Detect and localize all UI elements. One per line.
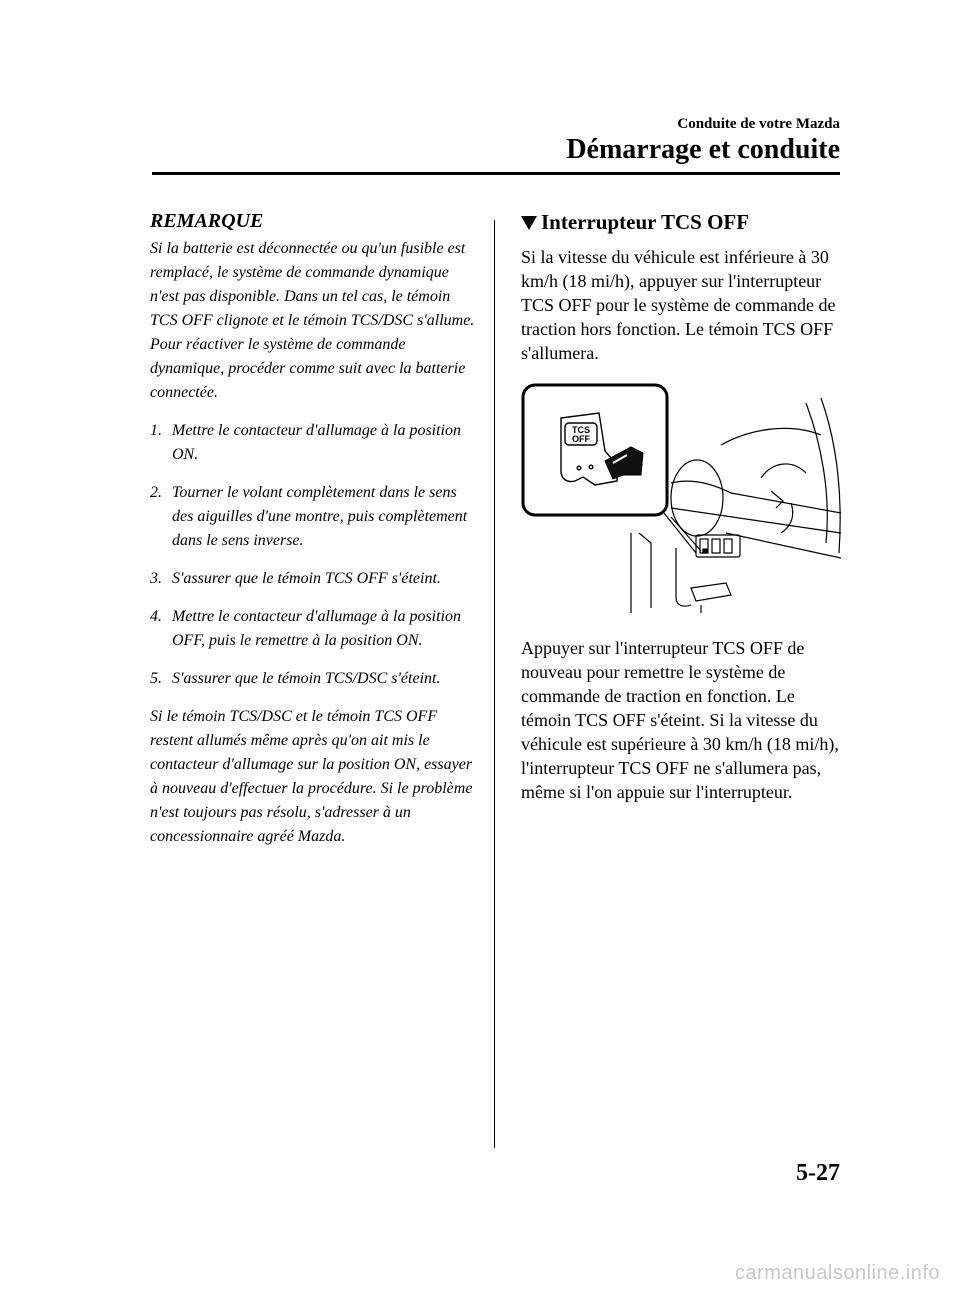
tcs-switch-figure (521, 383, 841, 615)
note-paragraph-2: Pour réactiver le système de commande dynamique, procéder comme suit avec la batterie connectée. (150, 336, 466, 401)
section-intro: Si la vitesse du véhicule est inférieure à 30 km/h (18 mi/h), appuyer sur l'interrupteur TCS OFF pour le système de commande de traction hors fonction. Le témoin TCS OFF s'allumera. (521, 247, 836, 363)
list-item: 4. Mettre le contacteur d'allumage à la position OFF, puis le remettre à la position ON. (150, 608, 461, 649)
list-item: 2. Tourner le volant complètement dans le sens des aiguilles d'une montre, puis complètement dans le sens inverse. (150, 484, 468, 549)
header-subtitle: Conduite de votre Mazda (677, 116, 840, 132)
left-column (150, 210, 480, 849)
figure-label-line1: TCS (572, 425, 590, 435)
note-title: REMARQUE (150, 210, 264, 232)
note-steps (150, 419, 480, 691)
header-rule (152, 172, 840, 175)
page-number: 5-27 (796, 1160, 840, 1186)
column-divider (494, 220, 495, 1148)
right-column (521, 210, 841, 804)
triangle-down-icon (521, 216, 537, 230)
list-item: 1. Mettre le contacteur d'allumage à la position ON. (150, 422, 461, 463)
section-heading-text: Interrupteur TCS OFF (541, 210, 750, 234)
note-closing: Si le témoin TCS/DSC et le témoin TCS OFF restent allumés même après qu'on ait mis le contacteur d'allumage sur la position ON, essayer à nouveau d'effectuer la procédure. Si le problème n'est toujours pas résolu, s'adresser à un concessionnaire agréé Mazda. (150, 708, 473, 845)
section-followup: Appuyer sur l'interrupteur TCS OFF de nouveau pour remettre le système de commande de traction en fonction. Le témoin TCS OFF s'éteint. Si la vitesse du véhicule est supérieure à 30 km/h (18 mi/h), l'interrupteur TCS OFF ne s'allumera pas, même si l'on appuie sur l'interrupteur. (521, 638, 839, 802)
section-heading (521, 210, 841, 235)
watermark: carmanualsonline.info (734, 1262, 940, 1284)
note-paragraph-1: Si la batterie est déconnectée ou qu'un fusible est remplacé, le système de commande dynamique n'est pas disponible. Dans un tel cas, le témoin TCS OFF clignote et le témoin TCS/DSC s'allume. (150, 240, 475, 329)
figure-label-line2: OFF (572, 434, 590, 444)
list-item: 3. S'assurer que le témoin TCS OFF s'éteint. (150, 570, 441, 587)
header-title: Démarrage et conduite (566, 134, 840, 165)
list-item: 5. S'assurer que le témoin TCS/DSC s'éteint. (150, 670, 441, 687)
